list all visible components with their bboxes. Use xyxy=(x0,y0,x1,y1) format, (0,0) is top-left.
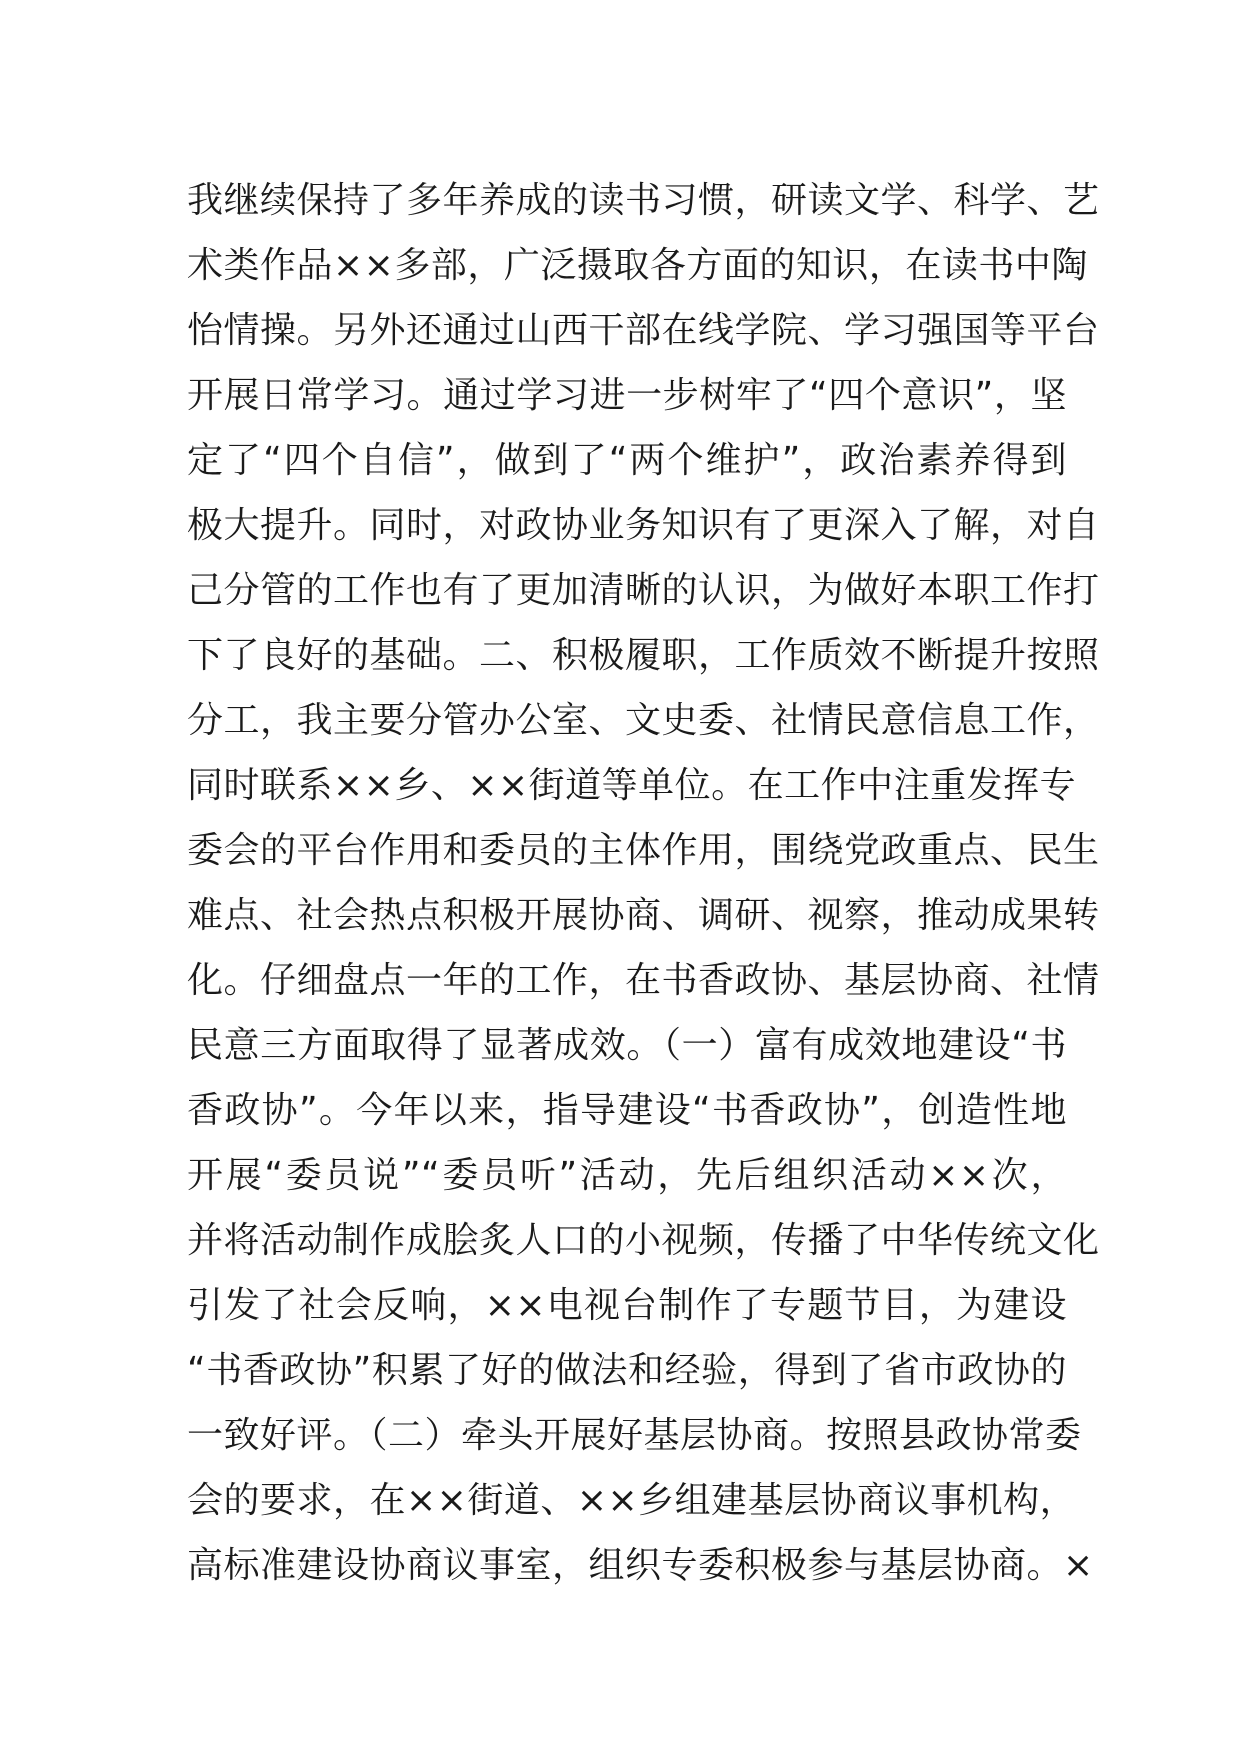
text-line: 并将活动制作成脍炙人口的小视频，传播了中华传统文化 xyxy=(187,1220,1100,1261)
text-line: 同时联系××乡、××街道等单位。在工作中注重发挥专 xyxy=(187,765,1077,806)
text-line: 开展“委员说”“委员听”活动，先后组织活动××次， xyxy=(187,1155,1067,1196)
text-line: 定了“四个自信”，做到了“两个维护”，政治素养得到 xyxy=(187,440,1067,481)
text-line: 我继续保持了多年养成的读书习惯，研读文学、科学、艺 xyxy=(187,180,1100,221)
text-line: 开展日常学习。通过学习进一步树牢了“四个意识”，坚 xyxy=(187,375,1067,416)
text-line: 民意三方面取得了显著成效。（一）富有成效地建设“书 xyxy=(187,1025,1067,1066)
text-line: “书香政协”积累了好的做法和经验，得到了省市政协的 xyxy=(187,1350,1067,1391)
text-line: 己分管的工作也有了更加清晰的认识，为做好本职工作打 xyxy=(187,570,1100,611)
text-line: 术类作品××多部，广泛摄取各方面的知识，在读书中陶 xyxy=(187,245,1088,286)
text-line: 一致好评。（二）牵头开展好基层协商。按照县政协常委 xyxy=(187,1415,1082,1456)
text-line: 高标准建设协商议事室，组织专委积极参与基层协商。× xyxy=(187,1545,1094,1586)
body-text xyxy=(187,168,1100,1598)
text-line: 引发了社会反响，××电视台制作了专题节目，为建设 xyxy=(187,1285,1067,1326)
text-line: 下了良好的基础。二、积极履职，工作质效不断提升按照 xyxy=(187,635,1100,676)
text-line: 化。仔细盘点一年的工作，在书香政协、基层协商、社情 xyxy=(187,960,1100,1001)
text-line: 分工，我主要分管办公室、文史委、社情民意信息工作， xyxy=(187,700,1100,741)
text-line: 难点、社会热点积极开展协商、调研、视察，推动成果转 xyxy=(187,895,1100,936)
text-line: 怡情操。另外还通过山西干部在线学院、学习强国等平台 xyxy=(187,310,1100,351)
text-line: 极大提升。同时，对政协业务知识有了更深入了解，对自 xyxy=(187,505,1100,546)
text-line: 香政协”。今年以来，指导建设“书香政协”，创造性地 xyxy=(187,1090,1067,1131)
text-line: 会的要求，在××街道、××乡组建基层协商议事机构， xyxy=(187,1480,1077,1521)
text-line: 委会的平台作用和委员的主体作用，围绕党政重点、民生 xyxy=(187,830,1100,871)
